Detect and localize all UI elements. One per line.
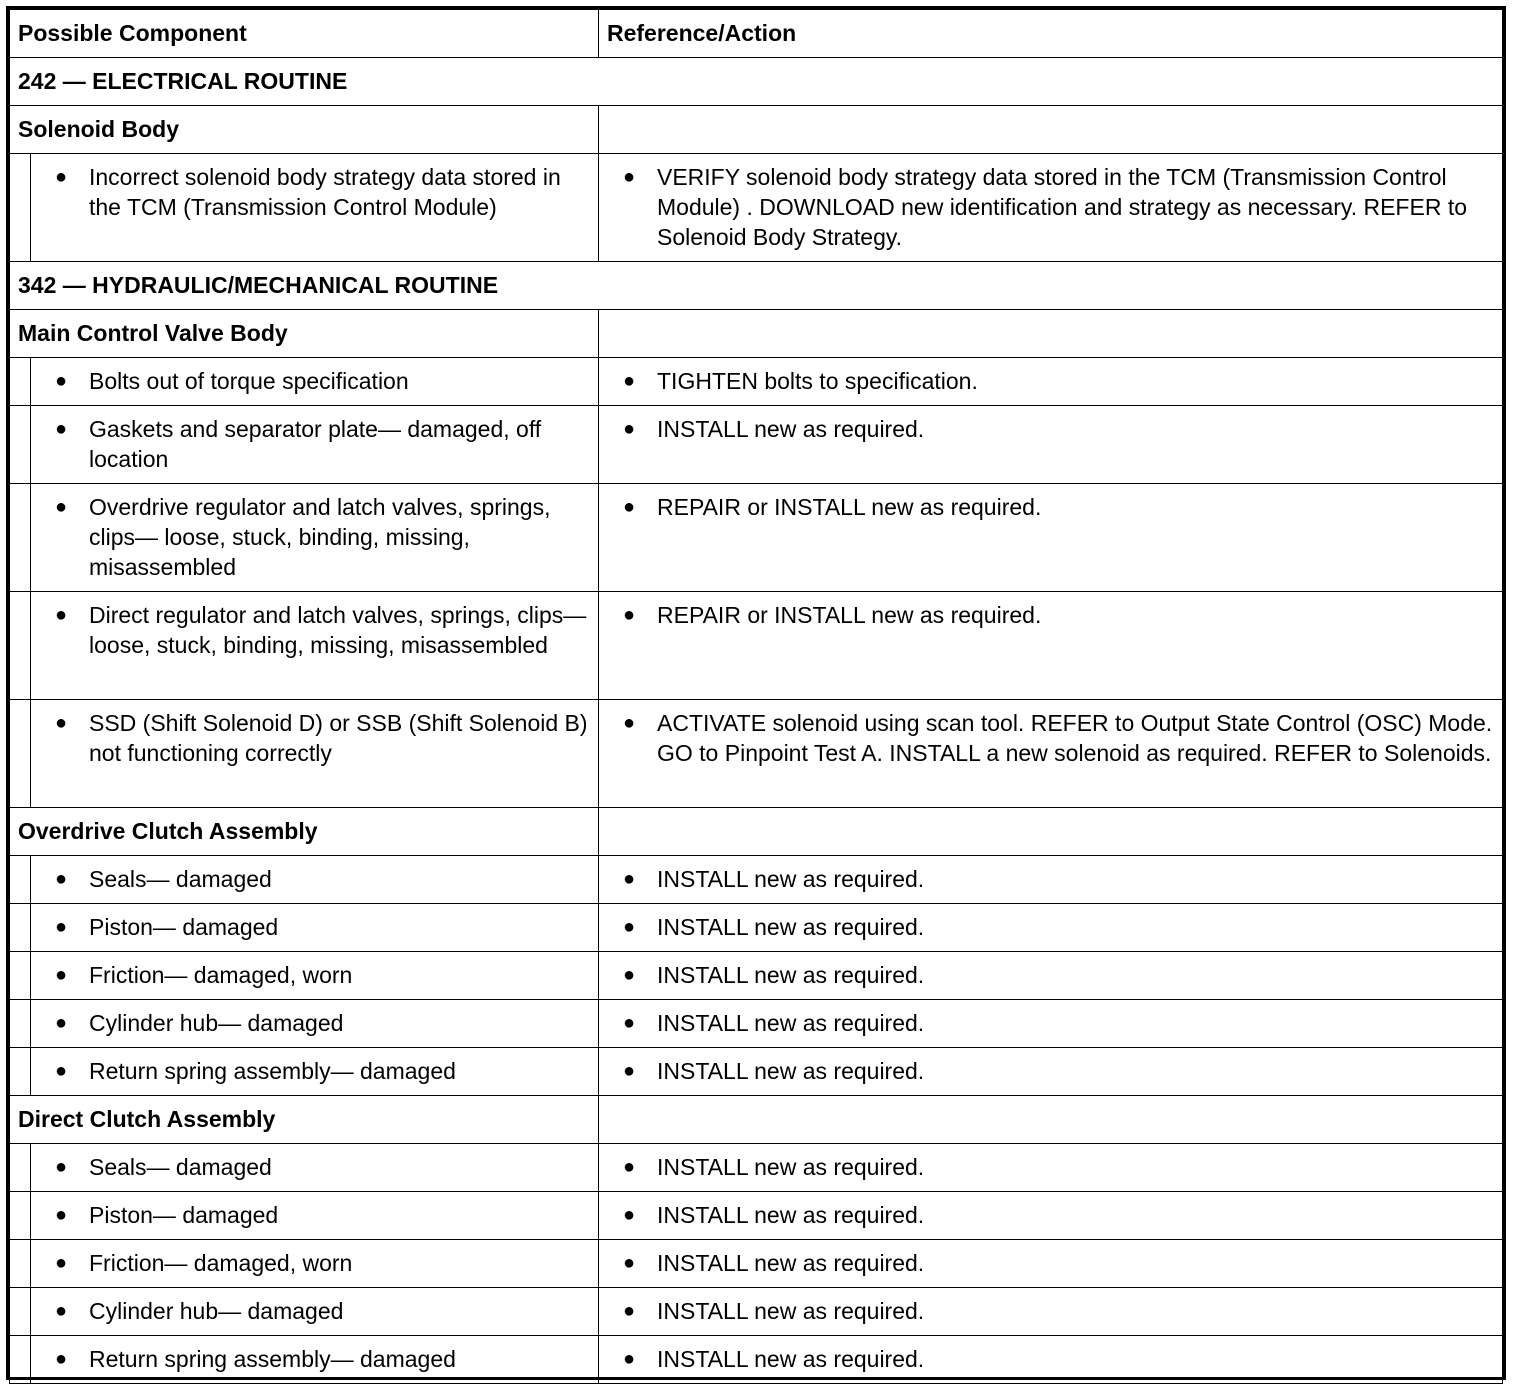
bullet-icon: ● — [623, 1012, 636, 1034]
action-cell: ● INSTALL new as required. — [599, 1192, 1503, 1240]
component-cell: ● Piston— damaged — [31, 1192, 599, 1240]
bullet-icon: ● — [623, 604, 636, 626]
component-cell: ● Return spring assembly— damaged — [31, 1048, 599, 1096]
indent-cell — [10, 358, 31, 406]
indent-cell — [10, 406, 31, 484]
component-cell: ● Piston— damaged — [31, 904, 599, 952]
component-cell: ● Cylinder hub— damaged — [31, 1288, 599, 1336]
header-component: Possible Component — [10, 10, 599, 58]
bullet-icon: ● — [623, 1204, 636, 1226]
bullet-icon: ● — [55, 418, 68, 440]
table-row — [10, 154, 1503, 262]
component-cell: ● Return spring assembly— damaged — [31, 1336, 599, 1384]
bullet-icon: ● — [623, 496, 636, 518]
component-cell: ● Seals— damaged — [31, 1144, 599, 1192]
bullet-icon: ● — [55, 916, 68, 938]
bullet-icon: ● — [55, 1012, 68, 1034]
table-row — [10, 1000, 1503, 1048]
action-cell: ● TIGHTEN bolts to specification. — [599, 358, 1503, 406]
bullet-icon: ● — [623, 712, 636, 734]
component-cell: ● Overdrive regulator and latch valves, springs, clips— loose, stuck, binding, missing, misassembled — [31, 484, 599, 592]
group-row — [10, 1096, 1503, 1144]
bullet-icon: ● — [55, 1204, 68, 1226]
table-row — [10, 952, 1503, 1000]
indent-cell — [10, 154, 31, 262]
indent-cell — [10, 1288, 31, 1336]
group-action-empty — [599, 310, 1503, 358]
bullet-icon: ● — [623, 1348, 636, 1370]
bullet-icon: ● — [623, 418, 636, 440]
group-title: Direct Clutch Assembly — [10, 1096, 599, 1144]
table-row — [10, 700, 1503, 808]
component-cell: ● Bolts out of torque specification — [31, 358, 599, 406]
group-action-empty — [599, 106, 1503, 154]
table-row — [10, 1240, 1503, 1288]
table-row — [10, 1048, 1503, 1096]
bullet-icon: ● — [55, 496, 68, 518]
component-cell: ● Incorrect solenoid body strategy data stored in the TCM (Transmission Control Module) — [31, 154, 599, 262]
indent-cell — [10, 1336, 31, 1384]
group-title: Overdrive Clutch Assembly — [10, 808, 599, 856]
bullet-icon: ● — [55, 964, 68, 986]
bullet-icon: ● — [55, 166, 68, 188]
diagnostic-table-sheet — [6, 6, 1506, 1380]
table-row — [10, 1144, 1503, 1192]
bullet-icon: ● — [55, 868, 68, 890]
component-cell: ● Friction— damaged, worn — [31, 1240, 599, 1288]
indent-cell — [10, 1048, 31, 1096]
component-cell: ● Gaskets and separator plate— damaged, off location — [31, 406, 599, 484]
table-row — [10, 856, 1503, 904]
indent-cell — [10, 1000, 31, 1048]
bullet-icon: ● — [623, 868, 636, 890]
bullet-icon: ● — [623, 1156, 636, 1178]
action-cell: ● INSTALL new as required. — [599, 1288, 1503, 1336]
bullet-icon: ● — [623, 166, 636, 188]
action-cell: ● INSTALL new as required. — [599, 856, 1503, 904]
header-action: Reference/Action — [599, 10, 1503, 58]
indent-cell — [10, 592, 31, 700]
action-cell: ● INSTALL new as required. — [599, 406, 1503, 484]
table-row — [10, 592, 1503, 700]
indent-cell — [10, 952, 31, 1000]
bullet-icon: ● — [55, 1156, 68, 1178]
bullet-icon: ● — [623, 1060, 636, 1082]
section-row — [10, 262, 1503, 310]
table-row — [10, 1336, 1503, 1384]
bullet-icon: ● — [623, 1300, 636, 1322]
bullet-icon: ● — [623, 1252, 636, 1274]
group-row — [10, 808, 1503, 856]
component-cell: ● Direct regulator and latch valves, springs, clips— loose, stuck, binding, missing, misassembled — [31, 592, 599, 700]
action-cell: ● INSTALL new as required. — [599, 904, 1503, 952]
indent-cell — [10, 700, 31, 808]
action-cell: ● INSTALL new as required. — [599, 952, 1503, 1000]
table-row — [10, 406, 1503, 484]
table-row — [10, 358, 1503, 406]
action-cell: ● INSTALL new as required. — [599, 1048, 1503, 1096]
indent-cell — [10, 1192, 31, 1240]
table-row — [10, 1288, 1503, 1336]
component-cell: ● Seals— damaged — [31, 856, 599, 904]
bullet-icon: ● — [55, 370, 68, 392]
bullet-icon: ● — [55, 1252, 68, 1274]
section-row — [10, 58, 1503, 106]
indent-cell — [10, 856, 31, 904]
bullet-icon: ● — [55, 604, 68, 626]
indent-cell — [10, 904, 31, 952]
bullet-icon: ● — [623, 916, 636, 938]
component-cell: ● Friction— damaged, worn — [31, 952, 599, 1000]
section-title: 242 — ELECTRICAL ROUTINE — [10, 58, 1503, 106]
group-title: Main Control Valve Body — [10, 310, 599, 358]
action-cell: ● INSTALL new as required. — [599, 1336, 1503, 1384]
header-row — [10, 10, 1503, 58]
bullet-icon: ● — [623, 964, 636, 986]
group-row — [10, 106, 1503, 154]
table-row — [10, 1192, 1503, 1240]
group-title: Solenoid Body — [10, 106, 599, 154]
component-cell: ● SSD (Shift Solenoid D) or SSB (Shift Solenoid B) not functioning correctly — [31, 700, 599, 808]
action-cell: ● VERIFY solenoid body strategy data stored in the TCM (Transmission Control Module) . DOWNLOAD new identification and strategy as necessary. REFER to Solenoid Body Strategy. — [599, 154, 1503, 262]
action-cell: ● REPAIR or INSTALL new as required. — [599, 592, 1503, 700]
component-cell: ● Cylinder hub— damaged — [31, 1000, 599, 1048]
group-row — [10, 310, 1503, 358]
table-row — [10, 904, 1503, 952]
action-cell: ● INSTALL new as required. — [599, 1144, 1503, 1192]
bullet-icon: ● — [55, 1348, 68, 1370]
indent-cell — [10, 484, 31, 592]
table-row — [10, 484, 1503, 592]
bullet-icon: ● — [55, 712, 68, 734]
bullet-icon: ● — [623, 370, 636, 392]
action-cell: ● REPAIR or INSTALL new as required. — [599, 484, 1503, 592]
indent-cell — [10, 1144, 31, 1192]
action-cell: ● INSTALL new as required. — [599, 1240, 1503, 1288]
group-action-empty — [599, 808, 1503, 856]
action-cell: ● INSTALL new as required. — [599, 1000, 1503, 1048]
indent-cell — [10, 1240, 31, 1288]
group-action-empty — [599, 1096, 1503, 1144]
action-cell: ● ACTIVATE solenoid using scan tool. REFER to Output State Control (OSC) Mode. GO to Pinpoint Test A. INSTALL a new solenoid as required. REFER to Solenoids. — [599, 700, 1503, 808]
section-title: 342 — HYDRAULIC/MECHANICAL ROUTINE — [10, 262, 1503, 310]
bullet-icon: ● — [55, 1060, 68, 1082]
diagnostic-table — [9, 9, 1503, 1384]
bullet-icon: ● — [55, 1300, 68, 1322]
